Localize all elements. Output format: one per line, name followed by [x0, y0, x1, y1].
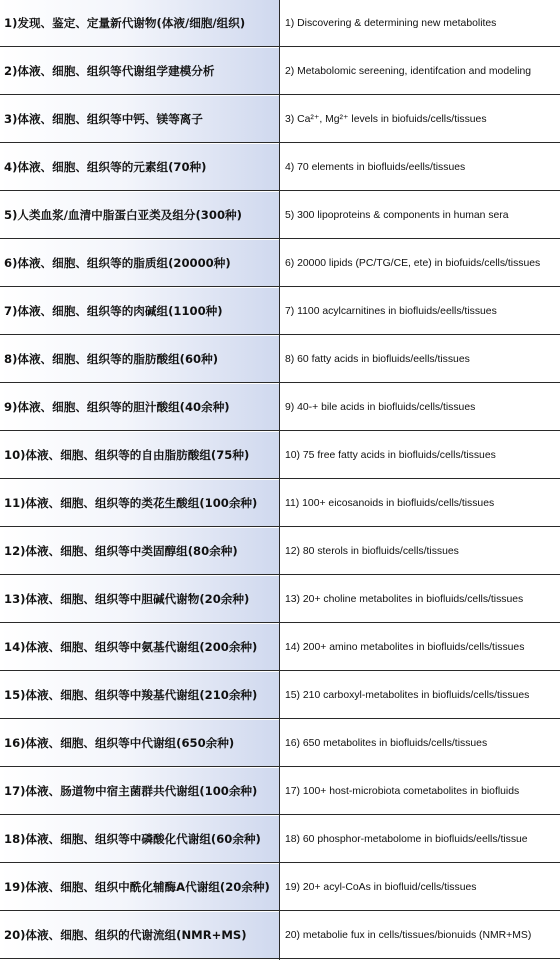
row-label-english: 2) Metabolomic sereening, identifcation and modeling	[280, 48, 560, 95]
row-label-chinese: 17)体液、肠道物中宿主菌群共代谢组(100余种)	[0, 768, 280, 815]
row-label-english: 3) Ca²⁺, Mg²⁺ levels in biofuids/cells/tissues	[280, 96, 560, 143]
row-label-chinese: 16)体液、细胞、组织等中代谢组(650余种)	[0, 720, 280, 767]
table-row	[0, 912, 560, 960]
row-label-chinese: 8)体液、细胞、组织等的脂肪酸组(60种)	[0, 336, 280, 383]
row-label-chinese: 3)体液、细胞、组织等中钙、镁等离子	[0, 96, 280, 143]
row-label-english: 7) 1100 acylcarnitines in biofluids/eells/tissues	[280, 288, 560, 335]
row-label-english: 16) 650 metabolites in biofluids/cells/tissues	[280, 720, 560, 767]
table-row	[0, 288, 560, 336]
row-label-chinese: 10)体液、细胞、组织等的自由脂肪酸组(75种)	[0, 432, 280, 479]
row-label-chinese: 15)体液、细胞、组织等中羧基代谢组(210余种)	[0, 672, 280, 719]
row-label-chinese: 6)体液、细胞、组织等的脂质组(20000种)	[0, 240, 280, 287]
row-label-chinese: 1)发现、鉴定、定量新代谢物(体液/细胞/组织)	[0, 0, 280, 47]
row-label-chinese: 19)体液、细胞、组织中酰化辅酶A代谢组(20余种)	[0, 864, 280, 911]
table-row	[0, 576, 560, 624]
table-row	[0, 768, 560, 816]
row-label-chinese: 7)体液、细胞、组织等的肉碱组(1100种)	[0, 288, 280, 335]
row-label-english: 20) metabolie fux in cells/tissues/bionuids (NMR+MS)	[280, 912, 560, 959]
row-label-english: 14) 200+ amino metabolites in biofluids/cells/tissues	[280, 624, 560, 671]
row-label-english: 15) 210 carboxyl-metabolites in biofluids/cells/tissues	[280, 672, 560, 719]
row-label-english: 11) 100+ eicosanoids in biofluids/cells/tissues	[280, 480, 560, 527]
table-row	[0, 96, 560, 144]
row-label-chinese: 2)体液、细胞、组织等代谢组学建模分析	[0, 48, 280, 95]
table-row	[0, 432, 560, 480]
table-row	[0, 192, 560, 240]
column-divider	[279, 0, 280, 960]
table-row	[0, 528, 560, 576]
table-row	[0, 384, 560, 432]
row-label-english: 17) 100+ host-microbiota cometabolites in biofluids	[280, 768, 560, 815]
table-row	[0, 720, 560, 768]
table-row	[0, 144, 560, 192]
row-label-english: 18) 60 phosphor-metabolome in biofluids/eells/tissue	[280, 816, 560, 863]
row-label-english: 1) Discovering & determining new metabolites	[280, 0, 560, 47]
row-label-english: 13) 20+ choline metabolites in biofluids/cells/tissues	[280, 576, 560, 623]
row-label-english: 10) 75 free fatty acids in biofluids/cells/tissues	[280, 432, 560, 479]
row-label-english: 5) 300 lipoproteins & components in human sera	[280, 192, 560, 239]
table-row	[0, 480, 560, 528]
row-label-english: 6) 20000 lipids (PC/TG/CE, ete) in biofuids/cells/tissues	[280, 240, 560, 287]
row-label-chinese: 5)人类血浆/血清中脂蛋白亚类及组分(300种)	[0, 192, 280, 239]
row-label-english: 4) 70 elements in biofluids/eells/tissues	[280, 144, 560, 191]
row-label-english: 12) 80 sterols in biofluids/cells/tissues	[280, 528, 560, 575]
row-label-chinese: 11)体液、细胞、组织等的类花生酸组(100余种)	[0, 480, 280, 527]
table-row	[0, 864, 560, 912]
row-label-english: 19) 20+ acyl-CoAs in biofluid/cells/tissues	[280, 864, 560, 911]
table-row	[0, 0, 560, 48]
row-label-chinese: 18)体液、细胞、组织等中磷酸化代谢组(60余种)	[0, 816, 280, 863]
row-label-chinese: 13)体液、细胞、组织等中胆碱代谢物(20余种)	[0, 576, 280, 623]
row-label-chinese: 14)体液、细胞、组织等中氨基代谢组(200余种)	[0, 624, 280, 671]
row-label-chinese: 4)体液、细胞、组织等的元素组(70种)	[0, 144, 280, 191]
table-row	[0, 240, 560, 288]
row-label-english: 9) 40-+ bile acids in biofluids/cells/tissues	[280, 384, 560, 431]
row-label-chinese: 12)体液、细胞、组织等中类固醇组(80余种)	[0, 528, 280, 575]
row-label-chinese: 20)体液、细胞、组织的代谢流组(NMR+MS)	[0, 912, 280, 959]
row-label-english: 8) 60 fatty acids in biofluids/eells/tissues	[280, 336, 560, 383]
row-label-chinese: 9)体液、细胞、组织等的胆汁酸组(40余种)	[0, 384, 280, 431]
table-row	[0, 672, 560, 720]
table-row	[0, 48, 560, 96]
table-row	[0, 816, 560, 864]
table-row	[0, 336, 560, 384]
table-row	[0, 624, 560, 672]
